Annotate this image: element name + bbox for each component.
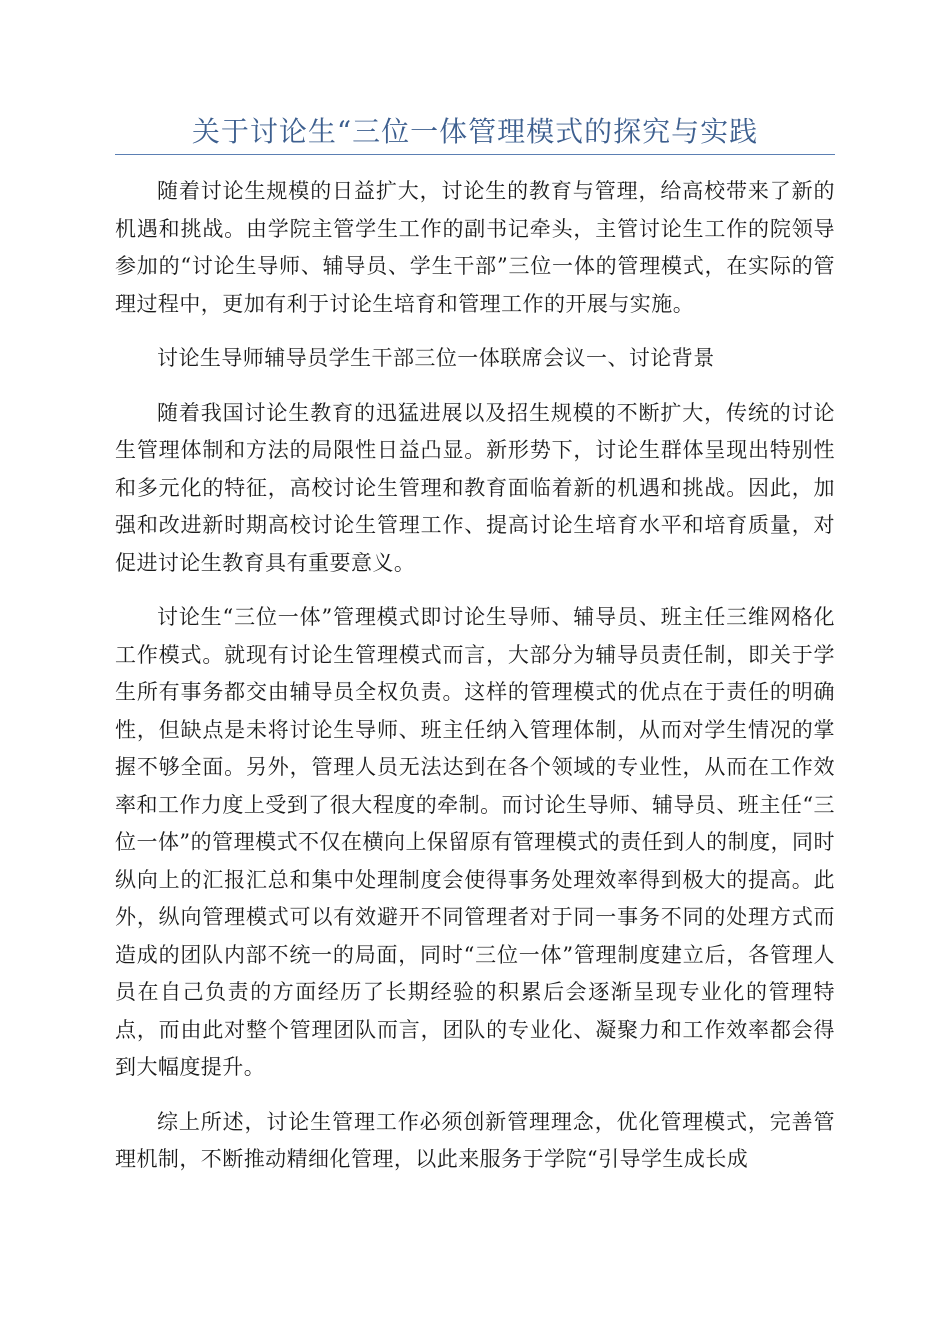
paragraph-model-description: 讨论生“三位一体”管理模式即讨论生导师、辅导员、班主任三维网格化工作模式。就现有讨论生管理模式而言，大部分为辅导员责任制，即关于学生所有事务都交由辅导员全权负责。这样的管理模式的优点在于责任的明确性，但缺点是未将讨论生导师、班主任纳入管理体制，从而对学生情况的掌握不够全面。另外，管理人员无法达到在各个领域的专业性，从而在工作效率和工作力度上受到了很大程度的牵制。而讨论生导师、辅导员、班主任“三位一体”的管理模式不仅在横向上保留原有管理模式的责任到人的制度，同时纵向上的汇报汇总和集中处理制度会使得事务处理效率得到极大的提高。此外，纵向管理模式可以有效避开不同管理者对于同一事务不同的处理方式而造成的团队内部不统一的局面，同时“三位一体”管理制度建立后，各管理人员在自己负责的方面经历了长期经验的积累后会逐渐呈现专业化的管理特点，而由此对整个管理团队而言，团队的专业化、凝聚力和工作效率都会得到大幅度提升。 xyxy=(115,605,835,1079)
paragraph-summary: 综上所述，讨论生管理工作必须创新管理理念，优化管理模式，完善管理机制，不断推动精细化管理，以此来服务于学院“引导学生成长成 xyxy=(115,1109,835,1171)
paragraph-section-heading: 讨论生导师辅导员学生干部三位一体联席会议一、讨论背景 xyxy=(157,346,715,370)
title-underline xyxy=(115,154,835,155)
document-body xyxy=(115,173,835,1196)
paragraph-background: 随着我国讨论生教育的迅猛进展以及招生规模的不断扩大，传统的讨论生管理体制和方法的局限性日益凸显。新形势下，讨论生群体呈现出特别性和多元化的特征，高校讨论生管理和教育面临着新的机遇和挑战。因此，加强和改进新时期高校讨论生管理工作、提高讨论生培育水平和培育质量，对促进讨论生教育具有重要意义。 xyxy=(115,400,835,575)
paragraph-intro: 随着讨论生规模的日益扩大，讨论生的教育与管理，给高校带来了新的机遇和挑战。由学院主管学生工作的副书记牵头，主管讨论生工作的院领导参加的“讨论生导师、辅导员、学生干部”三位一体的管理模式，在实际的管理过程中，更加有利于讨论生培育和管理工作的开展与实施。 xyxy=(115,179,835,316)
document-title: 关于讨论生“三位一体管理模式的探究与实践 xyxy=(191,115,759,148)
